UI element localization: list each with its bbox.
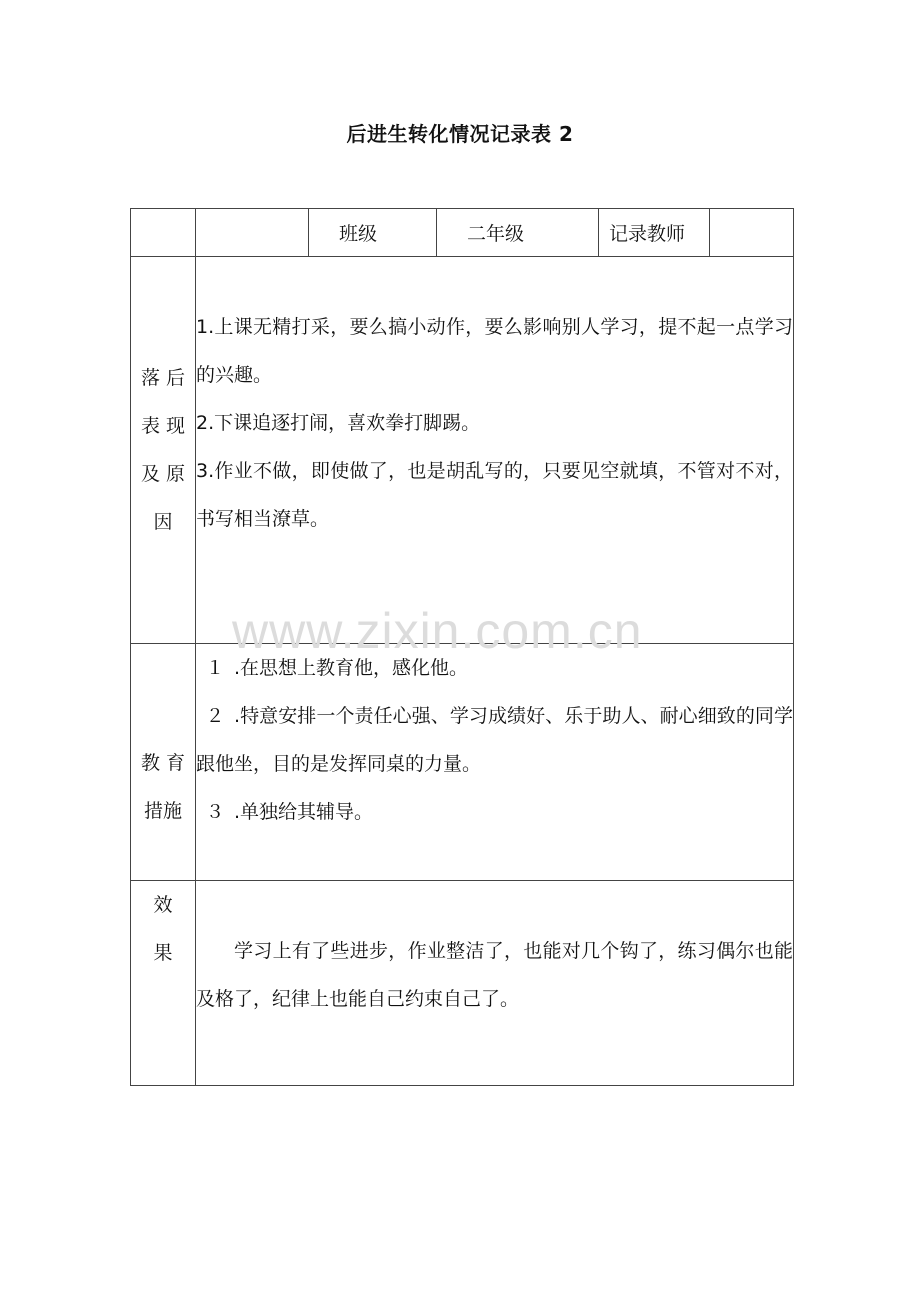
measures-label-line: 措施	[143, 800, 182, 822]
effect-label-cell	[131, 881, 196, 1086]
reason-item: 1.上课无精打采，要么搞小动作，要么影响别人学习，提不起一点学习的兴趣。	[196, 316, 793, 386]
header-cell-blank-2	[196, 209, 309, 257]
reasons-label-line: 及 原	[140, 463, 186, 485]
measures-content	[196, 644, 794, 881]
reasons-content	[196, 257, 794, 644]
reason-item: 3.作业不做，即使做了，也是胡乱写的，只要见空就填，不管对不对，书写相当潦草。	[196, 460, 793, 530]
effect-label-line: 效	[153, 894, 173, 916]
measure-number: ３	[205, 801, 225, 823]
teacher-value	[710, 209, 794, 257]
measure-number: １	[205, 657, 225, 679]
reasons-label-line: 因	[153, 511, 173, 533]
class-value: 二年级	[437, 209, 599, 257]
measure-item	[196, 788, 793, 836]
reasons-label-cell	[131, 257, 196, 644]
document-title: 后进生转化情况记录表 2	[346, 122, 574, 146]
reasons-label-line: 落 后	[140, 367, 186, 389]
measures-label-line: 教 育	[140, 752, 186, 774]
reasons-label-line: 表 现	[140, 415, 186, 437]
measure-item	[196, 692, 793, 788]
header-row	[131, 209, 794, 257]
effect-label-line: 果	[153, 942, 173, 964]
teacher-label: 记录教师	[599, 209, 710, 257]
measure-item	[196, 644, 793, 692]
measures-row	[131, 644, 794, 881]
effect-text: 学习上有了些进步，作业整洁了，也能对几个钩了，练习偶尔也能及格了，纪律上也能自己约束自己了。	[196, 940, 793, 1010]
effect-content	[196, 881, 794, 1086]
header-cell-blank-1	[131, 209, 196, 257]
reasons-row	[131, 257, 794, 644]
effect-row	[131, 881, 794, 1086]
measures-label-cell	[131, 644, 196, 881]
reason-item: 2.下课追逐打闹，喜欢拳打脚踢。	[196, 412, 481, 434]
measure-text: .特意安排一个责任心强、学习成绩好、乐于助人、耐心细致的同学跟他坐，目的是发挥同桌的力量。	[196, 705, 793, 775]
measure-text: .在思想上教育他，感化他。	[234, 657, 469, 679]
record-table	[130, 208, 794, 1086]
measure-number: ２	[205, 705, 225, 727]
measure-text: .单独给其辅导。	[234, 801, 374, 823]
class-label: 班级	[309, 209, 437, 257]
watermark: www.zixin.com.cn	[232, 603, 643, 659]
